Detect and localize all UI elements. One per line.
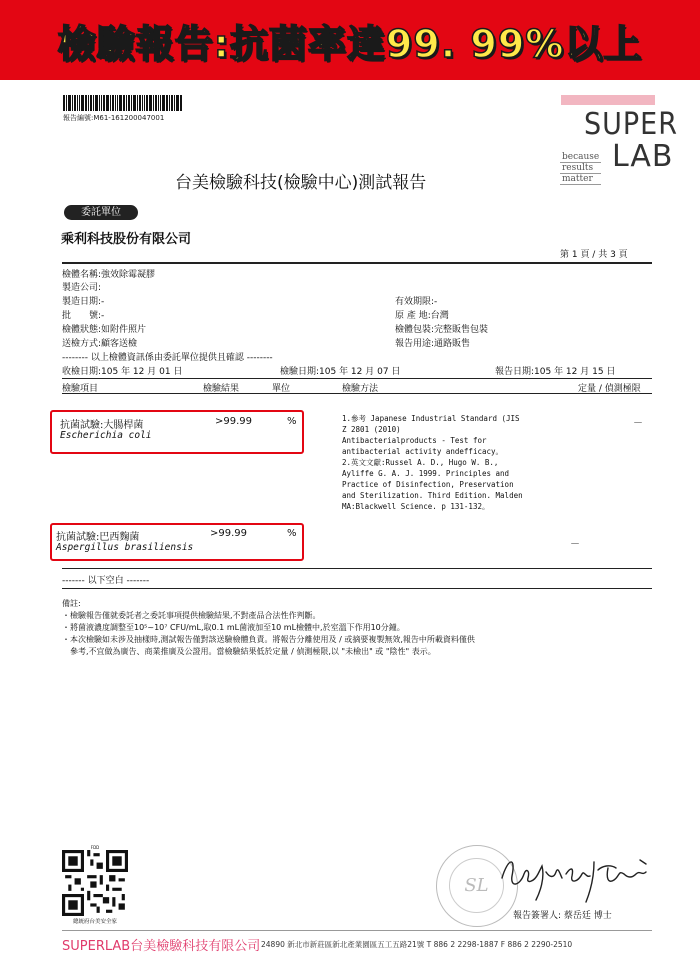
received-date: 收檢日期:105 年 12 月 01 日 (62, 367, 183, 377)
reported-date: 報告日期:105 年 12 月 15 日 (495, 367, 616, 377)
row-1-latin: Escherichia coli (60, 430, 152, 441)
logo-accent-bar (561, 95, 655, 105)
remarks (62, 598, 652, 658)
method-line: antibacterial activity andefficacy。 (342, 447, 504, 456)
packaging: 檢體包裝:完整販售包裝 (395, 325, 489, 335)
sample-condition: 檢體狀態:如附件照片 (62, 325, 147, 335)
method-line: MA:Blackwell Science. p 131-132。 (342, 502, 490, 511)
report-document (0, 80, 700, 980)
end-of-results: ------- 以下空白 ------- (62, 576, 150, 586)
handwritten-signature (490, 848, 660, 908)
test-method (342, 413, 572, 512)
divider (62, 568, 652, 569)
method-line: Z 2801 (2010) (342, 425, 401, 434)
barcode (63, 95, 195, 111)
report-title: 台美檢驗科技(檢驗中心)測試報告 (175, 173, 427, 193)
divider (62, 262, 652, 264)
report-number: 報告編號:M61-161200047001 (63, 114, 165, 122)
title-banner (0, 0, 700, 80)
col-header-limit: 定量 / 偵測極限 (578, 384, 641, 394)
seal-monogram: SL (449, 858, 504, 913)
banner-title: 檢驗報告:抗菌率達99. 99%以上 (57, 21, 643, 66)
row-1-limit: － (633, 418, 643, 429)
report-usage: 報告用途:通路販售 (395, 339, 471, 349)
row-2-result: >99.99 (210, 528, 248, 539)
origin: 原 產 地:台灣 (395, 311, 449, 321)
row-2-unit: % (287, 528, 297, 539)
logo-tag-line: because (562, 152, 600, 162)
logo-tag-line: matter (560, 174, 601, 185)
info-disclaimer: -------- 以上檢體資訊係由委託單位提供且確認 -------- (62, 353, 273, 363)
footer-divider (62, 930, 652, 931)
logo-super: SUPER (584, 107, 678, 142)
divider (62, 378, 652, 379)
divider (62, 393, 652, 394)
method-line: Practice of Disinfection, Preservation (342, 480, 514, 489)
manufacturer: 製造公司: (62, 283, 102, 293)
lot-number: 批 號:- (62, 311, 105, 321)
tested-date: 檢驗日期:105 年 12 月 07 日 (280, 367, 401, 377)
row-1-item: 抗菌試驗:大腸桿菌 (60, 420, 144, 431)
remark-line: ・檢驗報告僅就委託者之委託事項提供檢驗結果,不對產品合法性作判斷。 (62, 611, 321, 620)
row-1-result: >99.99 (215, 416, 253, 427)
footer-company: SUPERLAB台美檢驗科技有限公司 (62, 939, 261, 954)
remark-line: 備註: (62, 599, 81, 608)
method-line: 1.參考 Japanese Industrial Standard (JIS (342, 414, 520, 423)
remark-line: ・將菌液濃度調整至10⁵~10⁷ CFU/mL,取0.1 mL菌液加至10 mL檢體中,於室溫下作用10分鐘。 (62, 623, 405, 632)
method-line: Ayliffe G. A. J. 1999. Principles and (342, 469, 510, 478)
logo-tag-line: results (560, 163, 601, 174)
divider (62, 588, 652, 589)
logo-tagline (560, 152, 601, 185)
row-2-limit: － (570, 539, 580, 550)
remark-line: 參考,不宜做為廣告、商業推廣及公證用。當檢驗結果低於定量 / 偵測極限,以 "未檢出" 或 "陰性" 表示。 (62, 647, 436, 656)
col-header-unit: 單位 (272, 384, 291, 394)
qr-caption: 總統府台美安全家 (72, 919, 117, 925)
method-line: Antibacterialproducts - Test for (342, 436, 487, 445)
col-header-method: 檢驗方法 (342, 384, 379, 394)
row-2-latin: Aspergillus brasiliensis (56, 542, 194, 553)
client-label-badge: 委託單位 (64, 205, 138, 220)
delivery-method: 送檢方式:顧客送檢 (62, 339, 138, 349)
mfg-date: 製造日期:- (62, 297, 105, 307)
expiry-date: 有效期限:- (395, 297, 438, 307)
row-2-item: 抗菌試驗:巴西麴菌 (56, 532, 140, 543)
method-line: 2.英文文獻:Russel A. D., Hugo W. B., (342, 458, 499, 467)
page-number: 第 1 頁 / 共 3 頁 (560, 250, 628, 260)
sample-name: 檢體名稱:強效除霉凝膠 (62, 270, 156, 280)
logo-lab: LAB (612, 139, 674, 174)
row-1-unit: % (287, 416, 297, 427)
col-header-item: 檢驗項目 (62, 384, 99, 394)
qr-code (62, 850, 128, 916)
remark-line: ・本次檢驗如未涉及抽樣時,測試報告僅對該送驗檢體負責。將報告分離使用及 / 或摘要複製無效,報告中所載資料僅供 (62, 635, 475, 644)
report-signer: 報告簽署人: 蔡岳廷 博士 (513, 911, 612, 921)
footer-address: 24890 新北市新莊區新北產業園區五工五路21號 T 886 2 2298-1887 F 886 2 2290-2510 (261, 940, 573, 949)
qr-top-label: FDD (90, 845, 100, 850)
col-header-result: 檢驗結果 (203, 384, 240, 394)
method-line: and Sterilization. Third Edition. Malden (342, 491, 523, 500)
client-name: 乘利科技股份有限公司 (61, 232, 192, 247)
